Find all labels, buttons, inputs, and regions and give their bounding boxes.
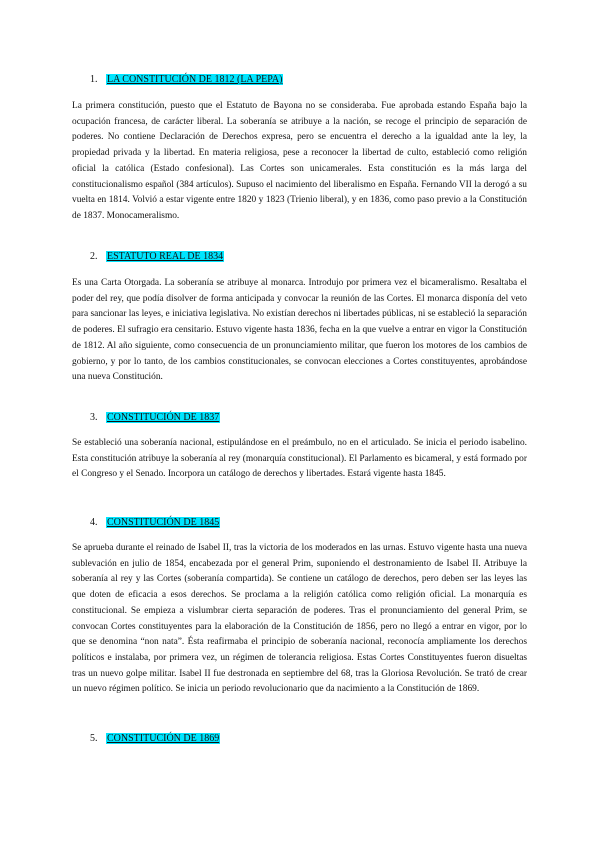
section-4-body: Se aprueba durante el reinado de Isabel II, tras la victoria de los moderados en las urnas. Estuvo vigente hasta una nueva sublevación en julio de 1854, encabezada por el general Prim, suponiendo el destronamiento de Isabel II. Atribuye la soberanía al rey y las Cortes (soberanía compartida). Se contiene un catálogo de derechos, pero deben ser las leyes las que doten de eficacia a esos derechos. Se proclama a la religión católica como religión oficial. La monarquía es constitucional. Se empieza a vislumbrar cierta separación de poderes. Tras el pronunciamiento del general Prim, se convocan Cortes constituyentes para la elaboración de la Constitución de 1856, pero no llegó a entrar en vigor, por lo que se denomina “non nata”. Ésta reafirmaba el principio de soberanía nacional, reconocía ampliamente los derechos políticos e instalaba, por primera vez, un régimen de tolerancia religiosa. Estas Cortes Constituyentes fueron disueltas tras un nuevo golpe militar. Isabel II fue destronada en septiembre del 68, tras la Gloriosa Revolución. Se trató de crear un nuevo régimen político. Se inicia un periodo revolucionario que da nacimiento a la Constitución de 1869.: [72, 543, 527, 695]
section-number: 3.: [90, 412, 98, 423]
section-1-heading: [90, 73, 283, 86]
section-2-body: Es una Carta Otorgada. La soberanía se atribuye al monarca. Introdujo por primera vez el bicameralismo. Resaltaba el poder del rey, que podía disolver de forma anticipada y convocar la reunión de las Cortes. El monarca disponía del veto para sancionar las leyes, e iniciativa legislativa. No existían derechos ni libertades públicas, ni se estableció la separación de poderes. El sufragio era censitario. Estuvo vigente hasta 1836, fecha en la que vuelve a entrar en vigor la Constitución de 1812. Al año siguiente, como consecuencia de un pronunciamiento militar, que fueron los motores de los cambios de gobierno, y por lo tanto, de los cambios constitucionales, se convocan elecciones a Cortes constituyentes, aprobándose una nueva Constitución.: [72, 278, 527, 383]
section-number: 4.: [90, 517, 98, 528]
section-2-heading: [90, 250, 224, 263]
section-3-body: Se estableció una soberanía nacional, estipulándose en el preámbulo, no en el articulado. Se inicia el periodo isabelino. Esta constitución atribuye la soberanía al rey (monarquía constitucional). El Parlamento es bicameral, y está formado por el Congreso y el Senado. Incorpora un catálogo de derechos y libertades. Estará vigente hasta 1845.: [72, 438, 527, 480]
section-1-body: La primera constitución, puesto que el Estatuto de Bayona no se consideraba. Fue aprobada estando España bajo la ocupación francesa, de carácter liberal. La soberanía se atribuye a la nación, se recoge el principio de separación de poderes. No contiene Declaración de Derechos expresa, pero se encuentra el derecho a la igualdad ante la ley, la propiedad privada y la libertad. En materia religiosa, pese a reconocer la libertad de culto, estableció como religión oficial la católica (Estado confesional). Las Cortes son unicamerales. Esta constitución es la más larga del constitucionalismo español (384 artículos). Supuso el nacimiento del liberalismo en España. Fernando VII la derogó a su vuelta en 1814. Volvió a estar vigente entre 1820 y 1823 (Trienio liberal), y en 1836, como paso previo a la Constitución de 1837. Monocameralismo.: [72, 101, 527, 221]
section-5-heading: [90, 732, 220, 745]
section-number: 5.: [90, 733, 98, 744]
section-title: LA CONSTITUCIÓN DE 1812 (LA PEPA): [107, 74, 283, 85]
section-title: CONSTITUCIÓN DE 1845: [107, 517, 220, 528]
section-title: CONSTITUCIÓN DE 1869: [107, 733, 220, 744]
section-3-heading: [90, 411, 220, 424]
section-number: 2.: [90, 251, 98, 262]
section-4-heading: [90, 516, 220, 529]
section-number: 1.: [90, 74, 98, 85]
section-title: CONSTITUCIÓN DE 1837: [107, 412, 220, 423]
section-title: ESTATUTO REAL DE 1834: [107, 251, 224, 262]
